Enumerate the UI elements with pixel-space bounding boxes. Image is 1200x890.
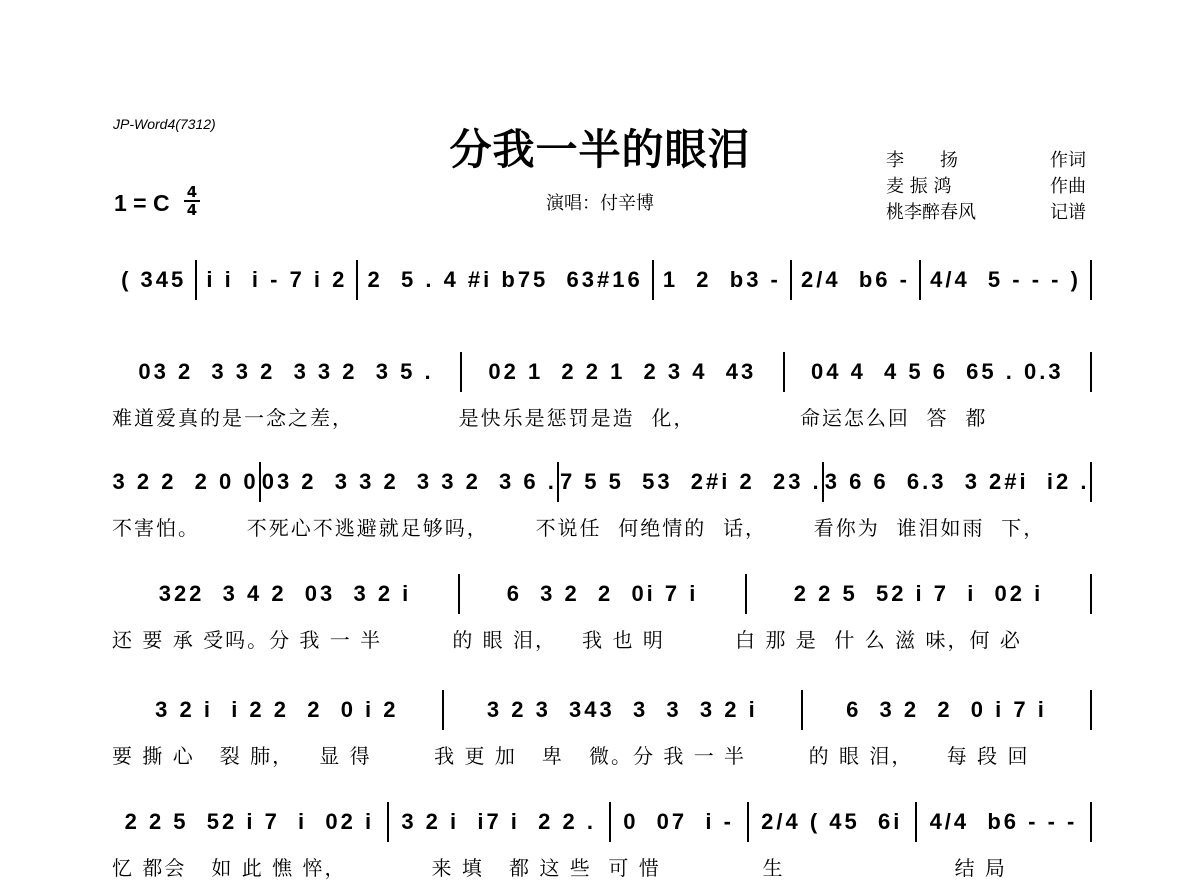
lyric-segment: 生 xyxy=(745,855,785,880)
notation-line xyxy=(112,572,1092,616)
barline xyxy=(1090,462,1092,502)
score-row xyxy=(112,800,1092,890)
score-row xyxy=(112,572,1092,662)
measure: 7 5 5 53 2#i 2 23 . xyxy=(559,469,822,494)
lyric-segment: 来 填 都 这 些 可 惜 xyxy=(431,855,661,880)
time-signature-bottom: 4 xyxy=(186,201,198,219)
measure: 03 2 3 3 2 3 3 2 3 5 . xyxy=(138,359,434,384)
lyric-segment: 命运怎么回 答 都 xyxy=(799,405,988,430)
notation-line xyxy=(112,688,1092,732)
lyric-segment: 忆 都会 如 此 憔 悴， xyxy=(112,855,347,880)
song-title: 分我一半的眼泪 xyxy=(449,125,751,174)
measure: 2 2 5 52 i 7 i 02 i xyxy=(124,809,375,834)
time-signature-top: 4 xyxy=(186,183,198,201)
notation-line xyxy=(112,460,1092,504)
barline xyxy=(1090,802,1092,842)
time-signature xyxy=(184,184,200,218)
lyric-segment: 不害怕。 xyxy=(112,515,200,540)
lyric-segment: 看你为 谁泪如雨 下， xyxy=(813,515,1046,540)
lyrics-line xyxy=(112,850,1092,882)
measure: 1 2 b3 - xyxy=(662,267,781,292)
score-row xyxy=(112,460,1092,550)
measure: 0 07 i - xyxy=(623,809,734,834)
lyric-segment: 不说任 何绝情的 话， xyxy=(535,515,767,540)
measure: 3 2 2 2 0 0 xyxy=(112,469,259,494)
measure: 322 3 4 2 03 3 2 i xyxy=(158,581,412,606)
barline xyxy=(1090,260,1092,300)
lyrics-line xyxy=(112,400,1092,432)
notation-line xyxy=(112,258,1092,302)
composer-credit xyxy=(886,174,1086,200)
lyricist-credit xyxy=(886,148,1086,174)
transcriber-credit xyxy=(886,200,1086,226)
measure: 2/4 b6 - xyxy=(801,267,910,292)
key-signature: 1 = C xyxy=(114,190,170,216)
score-row xyxy=(112,258,1092,348)
lyricist-name: 李 扬 xyxy=(886,150,958,171)
software-label: JP-Word4(7312) xyxy=(113,116,216,132)
lyric-segment: 要 撕 心 裂 肺， 显 得 xyxy=(112,743,372,768)
measure: 2 5 . 4 #i b75 63#16 xyxy=(367,267,643,292)
lyric-segment: 难道爱真的是一念之差， xyxy=(112,405,354,430)
notation-line xyxy=(112,350,1092,394)
measure: 4/4 5 - - - ) xyxy=(930,267,1081,292)
transcriber-name: 桃李醉春风 xyxy=(886,202,976,223)
composer-name: 麦 振 鸿 xyxy=(886,176,952,197)
lyric-segment: 还 要 承 受吗。分 我 一 半 xyxy=(112,627,383,652)
measure: 04 4 4 5 6 65 . 0.3 xyxy=(810,359,1064,384)
lyricist-role: 作词 xyxy=(1050,150,1086,171)
measure: 4/4 b6 - - - xyxy=(929,809,1078,834)
measure: 2/4 ( 45 6i xyxy=(761,809,903,834)
measure: 3 2 i i7 i 2 2 . xyxy=(401,809,596,834)
credits-block xyxy=(886,148,1086,226)
measure: 3 6 6 6.3 3 2#i i2 . xyxy=(824,469,1090,494)
measure: 02 1 2 2 1 2 3 4 43 xyxy=(488,359,757,384)
lyrics-line xyxy=(112,622,1092,654)
singer-credit: 演唱：付辛博 xyxy=(546,193,654,214)
lyric-segment: 白 那 是 什 么 滋 味，何 必 xyxy=(734,627,1022,652)
lyrics-line xyxy=(112,510,1092,542)
lyric-segment: 的 眼 泪， 我 也 明 xyxy=(452,627,665,652)
barline xyxy=(1090,574,1092,614)
transcriber-role: 记谱 xyxy=(1050,202,1086,223)
lyric-segment: 结 局 xyxy=(954,855,1007,880)
notation-line xyxy=(112,800,1092,844)
score-row xyxy=(112,688,1092,778)
measure: i i i - 7 i 2 xyxy=(206,267,348,292)
lyrics-line xyxy=(112,308,1092,340)
measure: 2 2 5 52 i 7 i 02 i xyxy=(793,581,1044,606)
measure: 6 3 2 2 0 i 7 i xyxy=(846,697,1047,722)
lyric-segment: 是快乐是惩罚是造 化， xyxy=(458,405,696,430)
lyric-segment: 不死心不逃避就足够吗， xyxy=(246,515,489,540)
barline xyxy=(1090,352,1092,392)
measure: 3 2 3 343 3 3 3 2 i xyxy=(486,697,758,722)
lyric-segment: 的 眼 泪， 每 段 回 xyxy=(808,743,1030,768)
measure: 3 2 i i 2 2 2 0 i 2 xyxy=(155,697,399,722)
measure: 03 2 3 3 2 3 3 2 3 6 . xyxy=(261,469,557,494)
score-row xyxy=(112,350,1092,440)
lyrics-line xyxy=(112,738,1092,770)
measure: ( 345 xyxy=(121,267,187,292)
composer-role: 作曲 xyxy=(1050,176,1086,197)
lyric-segment: 我 更 加 卑 微。分 我 一 半 xyxy=(434,743,747,768)
measure: 6 3 2 2 0i 7 i xyxy=(506,581,699,606)
barline xyxy=(1090,690,1092,730)
